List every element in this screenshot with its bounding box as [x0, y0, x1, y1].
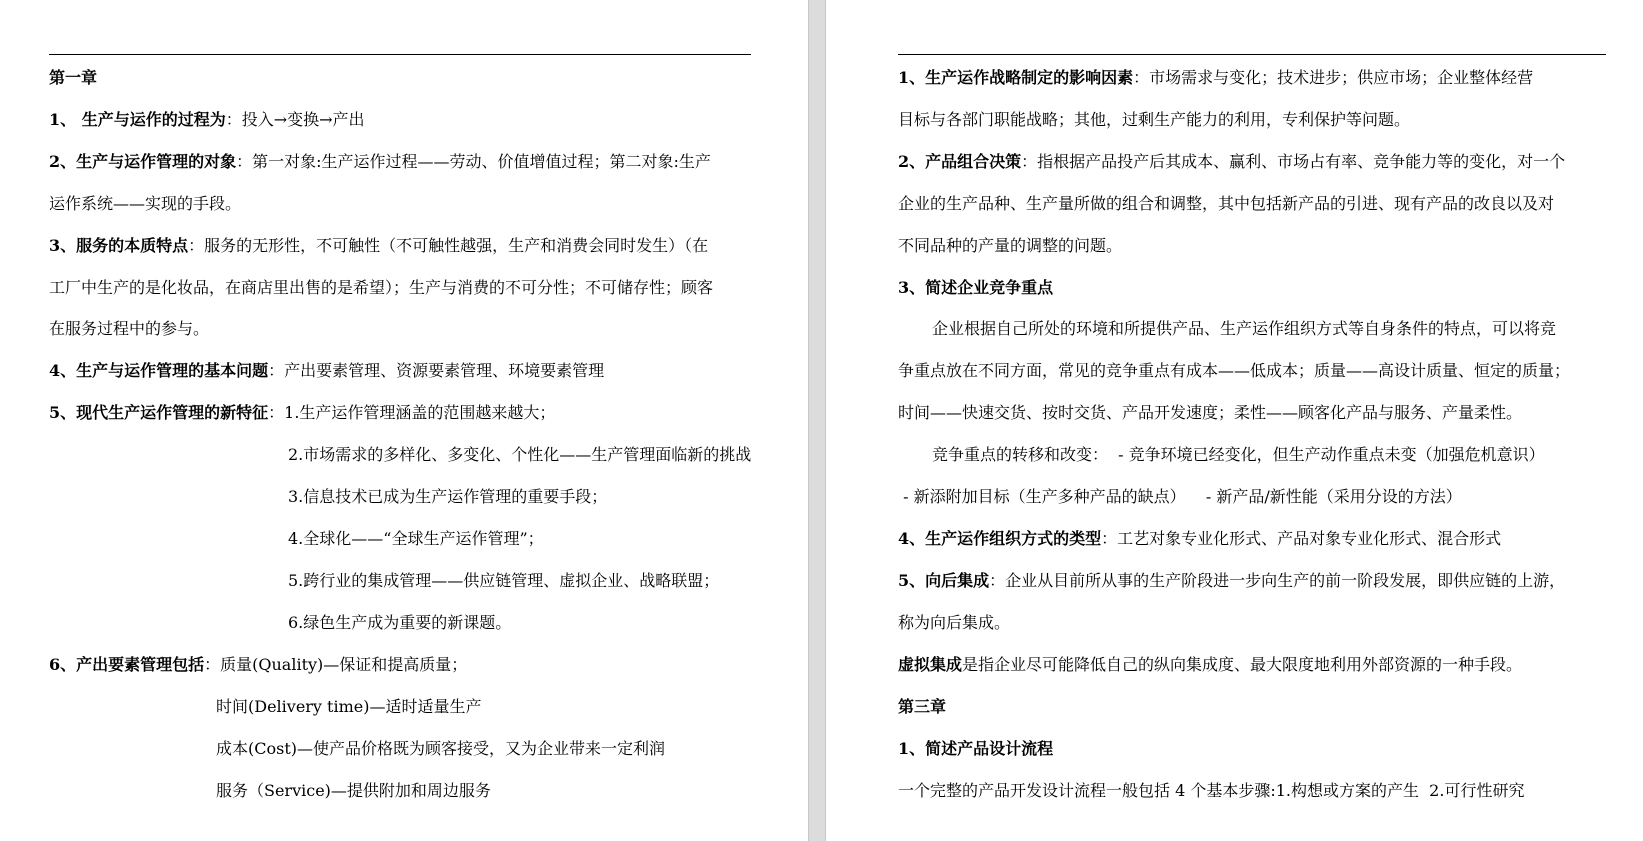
paragraph-1 [49, 109, 365, 131]
term-text: ：工艺对象专业化形式、产品对象专业化形式、混合形式 [1101, 529, 1502, 548]
term-label: 3、服务的本质特点 [49, 236, 189, 255]
paragraph-r1-cont: 目标与各部门职能战略；其他，过剩生产能力的利用，专利保护等问题。 [898, 110, 1411, 129]
paragraph-r1 [898, 67, 1533, 89]
document-page-right [826, 0, 1643, 841]
list-item: 成本(Cost)—使产品价格既为顾客接受，又为企业带来一定利润 [216, 739, 666, 758]
term-text: ：投入→变换→产出 [225, 110, 365, 129]
paragraph-r2-cont: 不同品种的产量的调整的问题。 [898, 236, 1123, 255]
paragraph-r3: 企业根据自己所处的环境和所提供产品、生产运作组织方式等自身条件的特点，可以将竞 [932, 319, 1557, 338]
paragraph-r2-cont: 企业的生产品种、生产量所做的组合和调整，其中包括新产品的引进、现有产品的改良以及对 [898, 194, 1555, 213]
term-label: 5、向后集成 [898, 571, 990, 590]
list-item: 时间(Delivery time)—适时适量生产 [216, 697, 482, 716]
paragraph-r3-cont: 争重点放在不同方面，常见的竞争重点有成本——低成本；质量——高设计质量、恒定的质量； [898, 361, 1571, 380]
paragraph-4 [49, 360, 604, 382]
term-label: 5、现代生产运作管理的新特征 [49, 403, 269, 422]
term-text: ：市场需求与变化；技术进步；供应市场；企业整体经营 [1133, 68, 1534, 87]
term-label: 4、生产与运作管理的基本问题 [49, 361, 269, 380]
paragraph-r2 [898, 151, 1565, 173]
chapter-heading: 第一章 [49, 68, 98, 87]
term-text: ：服务的无形性，不可触性（不可触性越强，生产和消费会同时发生）（在 [188, 236, 709, 255]
section-heading: 1、简述产品设计流程 [898, 739, 1054, 758]
term-label: 2、生产与运作管理的对象 [49, 152, 237, 171]
page-gutter [808, 0, 826, 841]
paragraph-r6 [898, 654, 1522, 676]
paragraph-5 [49, 402, 555, 424]
header-rule [49, 54, 751, 55]
paragraph-r8: 一个完整的产品开发设计流程一般包括 4 个基本步骤:1.构想或方案的产生 2.可行性研究 [898, 781, 1525, 800]
term-label: 1、 生产与运作的过程为 [49, 110, 226, 129]
header-rule [898, 54, 1606, 55]
paragraph-r3-cont: 时间——快速交货、按时交货、产品开发速度；柔性——顾客化产品与服务、产量柔性。 [898, 403, 1523, 422]
term-text: ：产出要素管理、资源要素管理、环境要素管理 [268, 361, 605, 380]
paragraph-r3-shift-cont: - 新添附加目标（生产多种产品的缺点） - 新产品/新性能（采用分设的方法） [898, 487, 1462, 506]
paragraph-r5 [898, 570, 1565, 592]
term-label: 4、生产运作组织方式的类型 [898, 529, 1102, 548]
paragraph-6 [49, 654, 467, 676]
section-heading: 3、简述企业竞争重点 [898, 278, 1054, 297]
term-text: ：指根据产品投产后其成本、赢利、市场占有率、竞争能力等的变化，对一个 [1021, 152, 1566, 171]
term-text: ：第一对象:生产运作过程——劳动、价值增值过程；第二对象:生产 [236, 152, 711, 171]
term-text: 是指企业尽可能降低自己的纵向集成度、最大限度地利用外部资源的一种手段。 [962, 655, 1523, 674]
paragraph-3 [49, 235, 708, 257]
term-text: ：企业从目前所从事的生产阶段进一步向生产的前一阶段发展，即供应链的上游， [989, 571, 1566, 590]
term-label: 2、产品组合决策 [898, 152, 1022, 171]
paragraph-r4 [898, 528, 1501, 550]
list-item: 2.市场需求的多样化、多变化、个性化——生产管理面临新的挑战 [288, 445, 752, 464]
paragraph-2-cont: 运作系统——实现的手段。 [49, 194, 242, 213]
paragraph-r3-shift: 竞争重点的转移和改变： - 竞争环境已经变化，但生产动作重点未变（加强危机意识） [932, 445, 1545, 464]
list-item: 5.跨行业的集成管理——供应链管理、虚拟企业、战略联盟； [288, 571, 720, 590]
term-label: 1、生产运作战略制定的影响因素 [898, 68, 1134, 87]
term-text: ：1.生产运作管理涵盖的范围越来越大； [268, 403, 556, 422]
paragraph-3-cont: 工厂中生产的是化妆品，在商店里出售的是希望）；生产与消费的不可分性；不可储存性；顾客 [49, 278, 714, 297]
term-label: 6、产出要素管理包括 [49, 655, 205, 674]
list-item: 服务（Service)—提供附加和周边服务 [216, 781, 491, 800]
paragraph-2 [49, 151, 711, 173]
list-item: 4.全球化——“全球生产运作管理”； [288, 529, 544, 548]
term-text: ：质量(Quality)—保证和提高质量； [204, 655, 468, 674]
term-label: 虚拟集成 [898, 655, 963, 674]
paragraph-3-cont: 在服务过程中的参与。 [49, 319, 210, 338]
document-page-left [0, 0, 808, 841]
paragraph-r5-cont: 称为向后集成。 [898, 613, 1011, 632]
chapter-heading: 第三章 [898, 697, 947, 716]
list-item: 6.绿色生产成为重要的新课题。 [288, 613, 512, 632]
list-item: 3.信息技术已成为生产运作管理的重要手段； [288, 487, 608, 506]
